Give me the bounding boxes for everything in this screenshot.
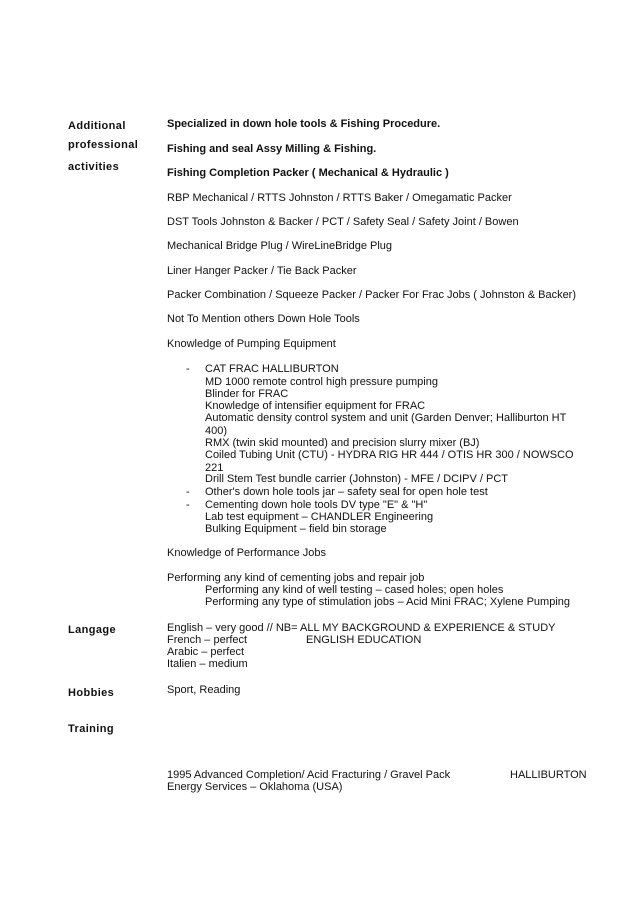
activity-heading-2: Fishing and seal Assy Milling & Fishing. <box>167 143 377 155</box>
pump-item: Automatic density control system and unit (Garden Denver; Halliburton HT 400) <box>205 412 567 437</box>
other-tools: Other's down hole tools jar – safety seal for open hole test <box>205 486 488 498</box>
section-label-additional <box>68 117 158 155</box>
label-hobbies: Hobbies <box>68 687 115 699</box>
bulking-equipment: Bulking Equipment – field bin storage <box>205 523 387 535</box>
training-course: 1995 Advanced Completion/ Acid Fracturing / Gravel Pack <box>167 769 451 781</box>
pump-item: Coiled Tubing Unit (CTU) - HYDRA RIG HR 444 / OTIS HR 300 / NOWSCO 221 <box>205 449 574 474</box>
pump-item: Blinder for FRAC <box>205 388 289 400</box>
activity-heading-3: Fishing Completion Packer ( Mechanical & Hydraulic ) <box>167 167 449 179</box>
pump-item: MD 1000 remote control high pressure pumping <box>205 376 438 388</box>
activity-line-1: RBP Mechanical / RTTS Johnston / RTTS Baker / Omegamatic Packer <box>167 192 512 204</box>
activity-line-5: Packer Combination / Squeeze Packer / Packer For Frac Jobs ( Johnston & Backer) <box>167 289 577 301</box>
performance-line: Performing any kind of cementing jobs and repair job <box>167 572 425 584</box>
training-location: Energy Services – Oklahoma (USA) <box>167 781 343 793</box>
activity-line-4: Liner Hanger Packer / Tie Back Packer <box>167 265 357 277</box>
cementing-tools: Cementing down hole tools DV type "E" & "H" <box>205 499 428 511</box>
pump-item: Knowledge of intensifier equipment for FRAC <box>205 400 426 412</box>
language-arabic: Arabic – perfect <box>167 646 245 658</box>
activity-heading-1: Specialized in down hole tools & Fishing Procedure. <box>167 118 441 130</box>
activity-line-7: Knowledge of Pumping Equipment <box>167 338 336 350</box>
performance-line: Performing any kind of well testing – cased holes; open holes <box>205 584 504 596</box>
activity-line-3: Mechanical Bridge Plug / WireLineBridge Plug <box>167 240 393 252</box>
pump-item: RMX (twin skid mounted) and precision slurry mixer (BJ) <box>205 437 480 449</box>
bullet-dash: - <box>186 486 190 498</box>
activity-line-2: DST Tools Johnston & Backer / PCT / Safety Seal / Safety Joint / Bowen <box>167 216 519 228</box>
label-langage: Langage <box>68 624 117 636</box>
activity-line-6: Not To Mention others Down Hole Tools <box>167 313 360 325</box>
training-provider: HALLIBURTON <box>510 769 587 781</box>
performance-heading: Knowledge of Performance Jobs <box>167 547 326 559</box>
label-training: Training <box>68 723 114 735</box>
label-additional: Additional <box>68 120 126 132</box>
language-french: French – perfect <box>167 634 248 646</box>
bullet-dash: - <box>186 499 190 511</box>
pump-title: CAT FRAC HALLIBURTON <box>205 363 339 375</box>
language-education: ENGLISH EDUCATION <box>306 634 422 646</box>
performance-line: Performing any type of stimulation jobs – Acid Mini FRAC; Xylene Pumping <box>205 596 570 608</box>
lab-equipment: Lab test equipment – CHANDLER Engineering <box>205 511 434 523</box>
hobbies-text: Sport, Reading <box>167 684 241 696</box>
language-italian: Italien – medium <box>167 658 248 670</box>
label-activities: activities <box>68 161 120 173</box>
pump-item: Drill Stem Test bundle carrier (Johnston) - MFE / DCIPV / PCT <box>205 473 508 485</box>
language-english: English – very good // NB= ALL MY BACKGROUND & EXPERIENCE & STUDY <box>167 622 556 634</box>
label-professional: professional <box>68 139 139 151</box>
bullet-dash: - <box>186 363 190 375</box>
